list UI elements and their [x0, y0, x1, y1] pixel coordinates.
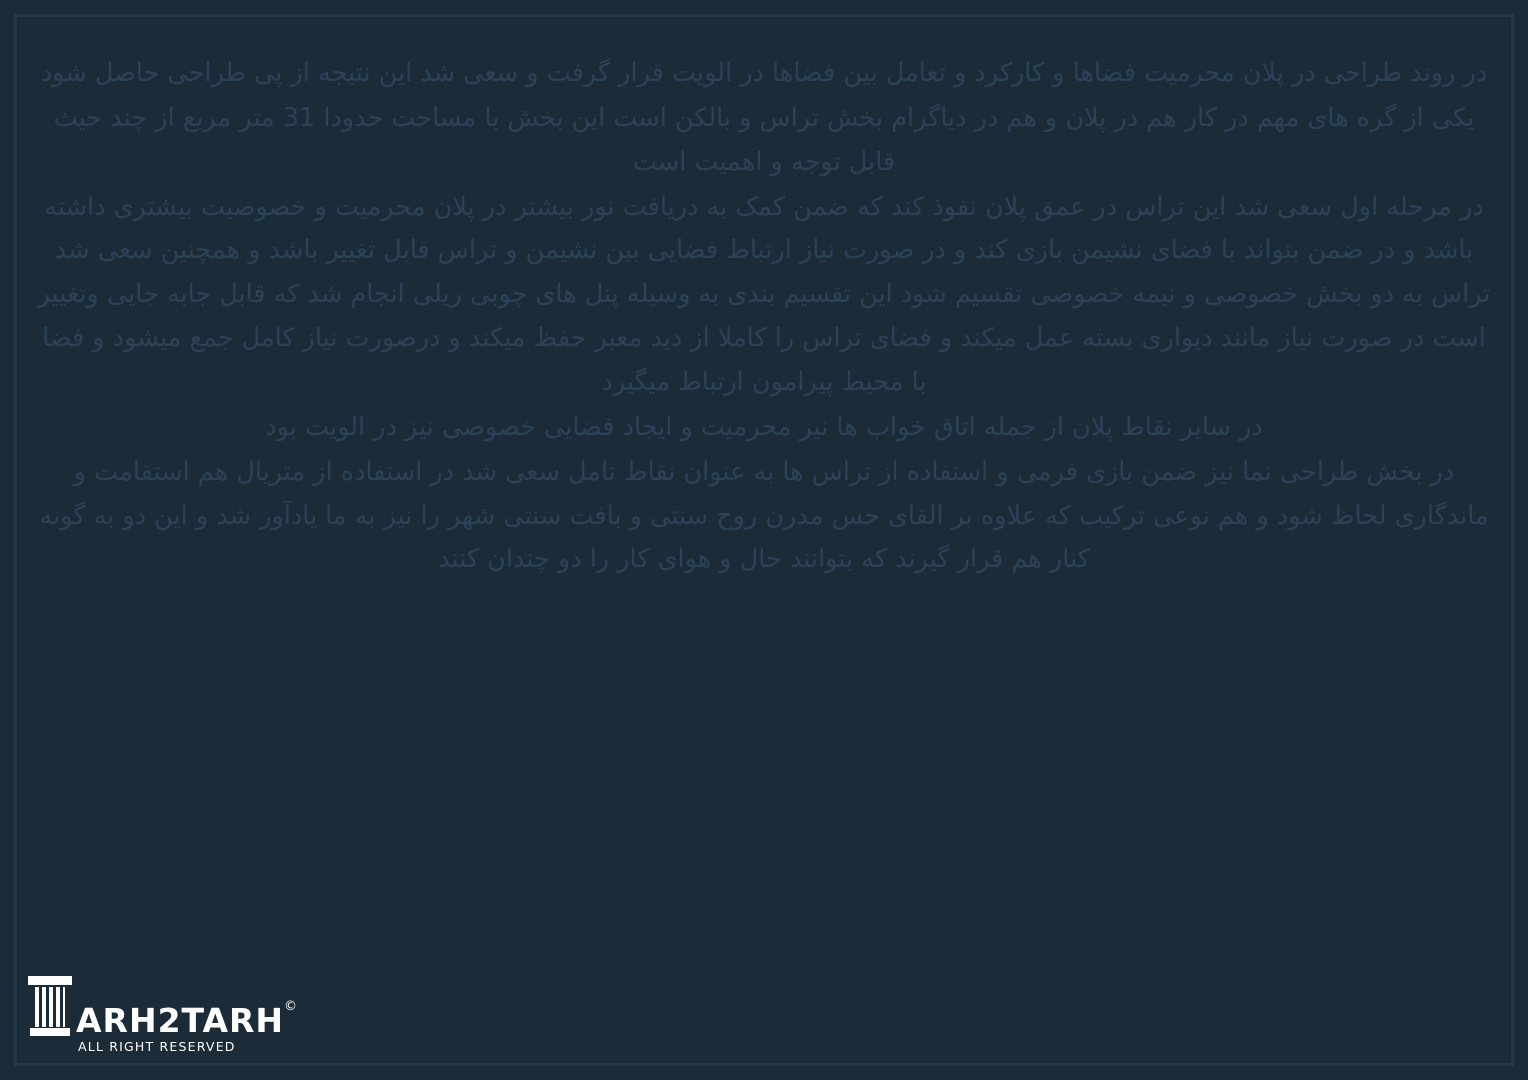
watermark-tagline: ALL RIGHT RESERVED [78, 1039, 236, 1054]
paragraph-4: در سایر نقاط پلان از جمله اتاق خواب ها نیز محرمیت و ایجاد فضایی خصوصی نیز در الویت بود [265, 411, 1263, 442]
paragraph-2: یکی از گره های مهم در کار هم در پلان و هم در دیاگرام بخش تراس و بالکن است این بخش با مساحت حدودا 31 متر مربع از چند حیث قابل توجه و اهمیت است [53, 102, 1475, 177]
document-body [36, 52, 1492, 1044]
watermark [28, 976, 299, 1062]
column-icon [28, 976, 72, 1036]
watermark-brand [76, 998, 299, 1040]
watermark-row [28, 976, 299, 1040]
paragraph-5: در بخش طراحی نما نیز ضمن بازی فرمی و استفاده از تراس ها به عنوان نقاط تامل سعی شد در استفاده از متریال هم استقامت و ماندگاری لحاظ شود و هم نوعی ترکیب که علاوه بر القای حس مدرن روح سنتی و بافت سنتی شهر را نیز به ما یادآور شد و این دو به گونه کنار هم قرار گیرند که بتوانند حال و هوای کار را دو چندان کنند [39, 456, 1489, 575]
watermark-brand-text: ARH2TARH [76, 1000, 285, 1040]
copyright-icon: © [284, 998, 299, 1014]
paragraph-3: در مرحله اول سعی شد این تراس در عمق پلان نفوذ کند که ضمن کمک به دریافت نور بیشتر در پلان محرمیت و خصوصیت بیشتری داشته باشد و در ضمن بتواند با فضای نشیمن بازی کند و در صورت نیاز ارتباط فضایی بین نشیمن و تراس قابل تغییر باشد و همچنین سعی شد تراس به دو بخش خصوصی و نیمه خصوصی تقسیم شود این تقسیم بندی به وسیله پنل های چوبی ریلی انجام شد که قابل جابه جایی وتغییر است در صورت نیاز مانند دیواری بسته عمل میکند و فضای تراس را کاملا از دید معبر حفظ میکند و درصورت نیاز کامل جمع میشود و فضا با محیط پیرامون ارتباط میگیرد [37, 191, 1491, 398]
paragraph-1: در روند طراحی در پلان محرمیت فضاها و کارکرد و تعامل بین فضاها در الویت قرار گرفت و سعی شد این نتیجه از پی طراحی حاصل شود [40, 58, 1488, 88]
